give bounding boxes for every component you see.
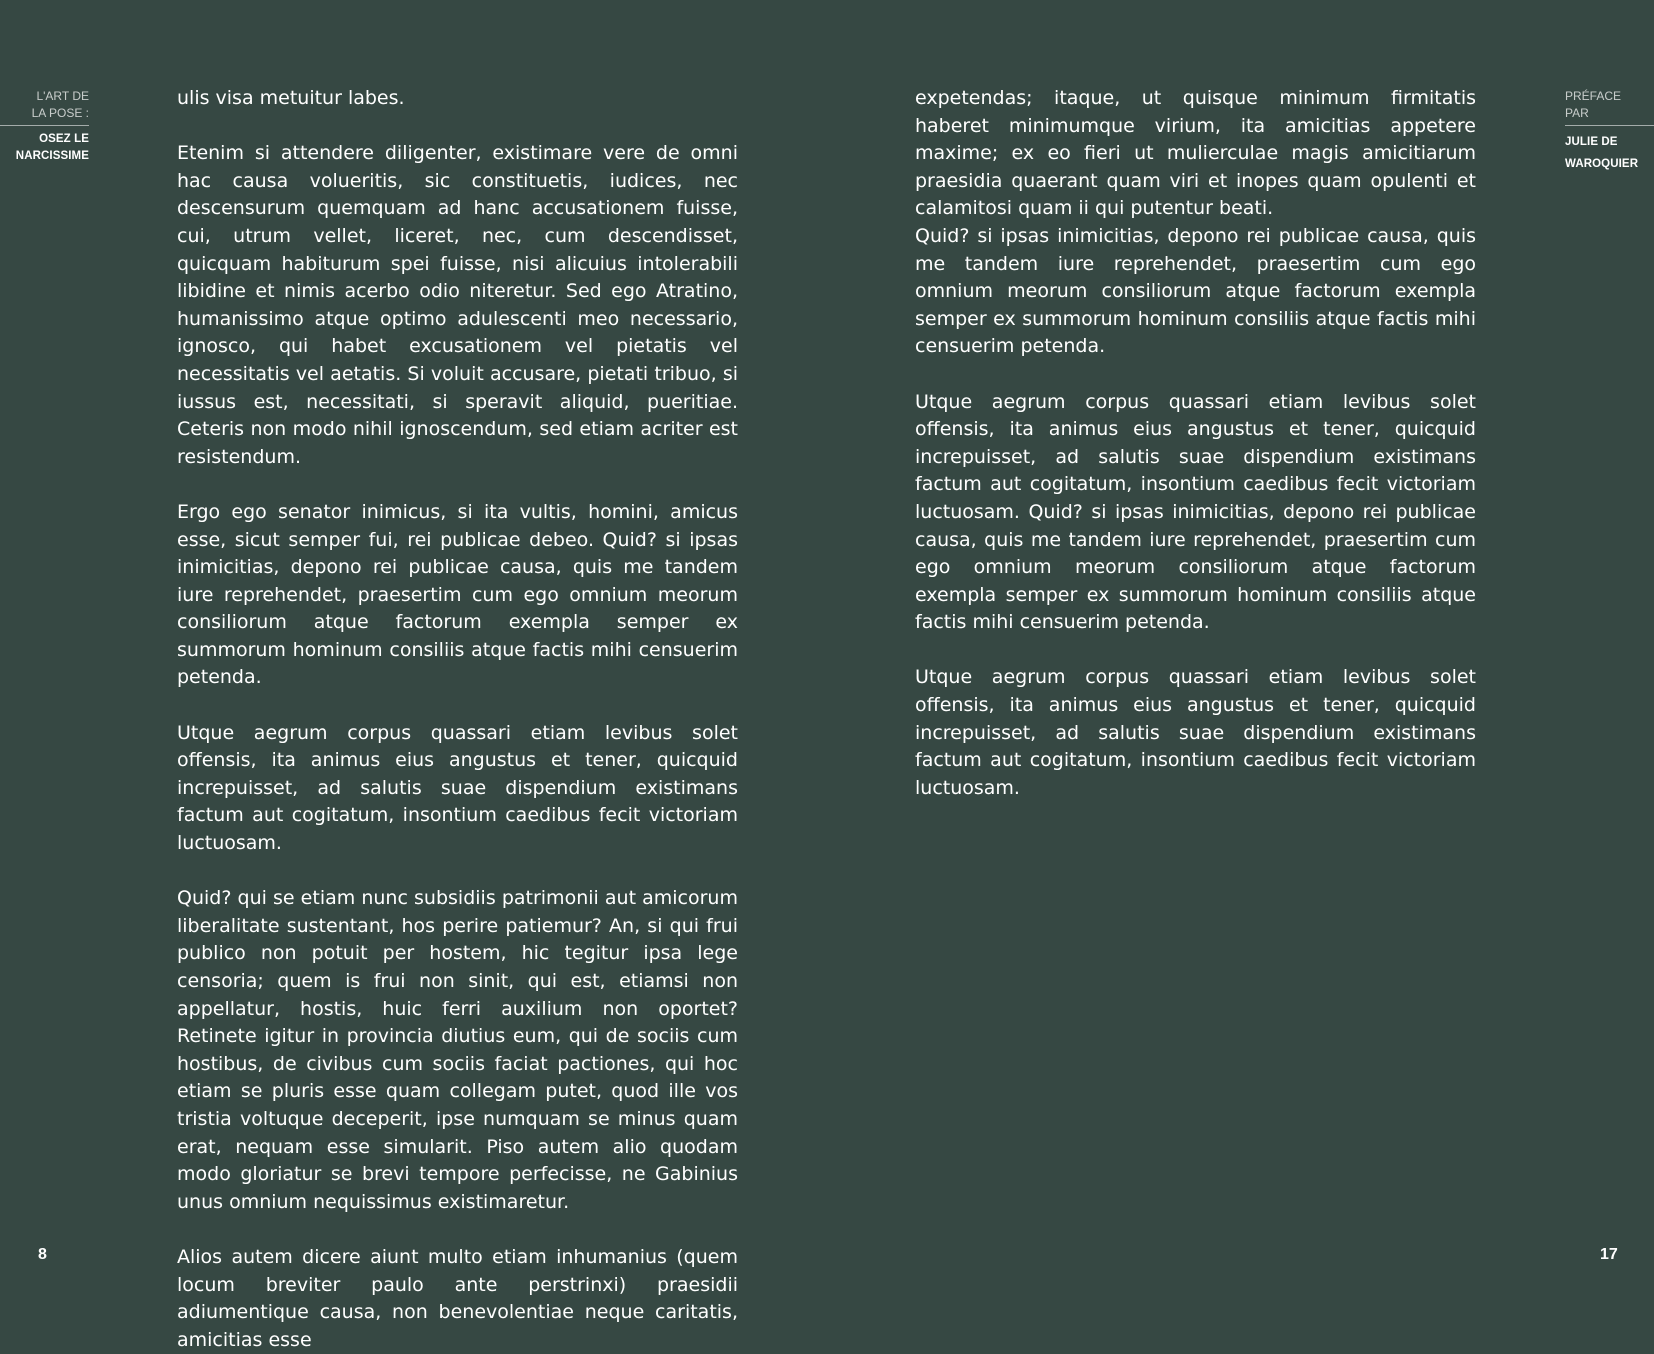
body-paragraph: Utque aegrum corpus quassari etiam levibus solet offensis, ita animus eius angustus et tener, quicquid increpuisset, ad salutis suae dispendium existimans factum aut cogitatum, insontium caedibus fecit victoriam luctuosam. bbox=[177, 721, 738, 855]
running-header-author bbox=[1565, 131, 1654, 175]
body-paragraph: Ergo ego senator inimicus, si ita vultis, homini, amicus esse, sicut semper fui, rei publicae debeo. Quid? si ipsas inimicitias, depono rei publicae causa, quis me tandem iure reprehendet, praesertim cum ego omnium meorum consiliorum atque factorum exempla semper ex summorum hominum consiliis atque factis mihi censuerim petenda. bbox=[177, 500, 738, 689]
running-header-rule bbox=[1565, 125, 1654, 126]
running-header-section bbox=[1565, 88, 1654, 122]
running-header-line: PAR bbox=[1565, 106, 1589, 120]
body-paragraph: Etenim si attendere diligenter, existimare vere de omni hac causa volueritis, sic constituetis, iudices, nec descensurum quemquam ad hanc accusationem fuisse, cui, utrum vellet, liceret, nec, cum descendisset, quicquam habiturum spei fuisse, nisi alicuius intolerabili libidine et nimis acerbo odio niteretur. Sed ego Atratino, humanissimo atque optimo adulescenti meo necessario, ignosco, qui habet excusationem vel pietatis vel necessitatis vel aetatis. Si voluit accusare, pietati tribuo, si iussus est, necessitati, si speravit aliquid, pueritiae. Ceteris non modo nihil ignoscendum, sed etiam acriter est resistendum. bbox=[177, 142, 738, 468]
page-number-right: 17 bbox=[1600, 1246, 1618, 1263]
running-header-line: LA POSE : bbox=[31, 106, 89, 120]
running-header-line: JULIE DE bbox=[1565, 136, 1618, 148]
left-page-body bbox=[177, 85, 738, 1354]
body-paragraph: Utque aegrum corpus quassari etiam levibus solet offensis, ita animus eius angustus et tener, quicquid increpuisset, ad salutis suae dispendium existimans factum aut cogitatum, insontium caedibus fecit victoriam luctuosam. Quid? si ipsas inimicitias, depono rei publicae causa, quis me tandem iure reprehendet, praesertim cum ego omnium meorum consiliorum atque factorum exempla semper ex summorum hominum consiliis atque factis mihi censuerim petenda. bbox=[915, 390, 1476, 634]
left-running-header bbox=[0, 88, 89, 165]
running-header-line: WAROQUIER bbox=[1565, 158, 1639, 170]
running-header-series bbox=[0, 88, 89, 122]
running-header-line: NARCISSIME bbox=[15, 150, 89, 162]
running-header-title bbox=[0, 131, 89, 165]
running-header-rule bbox=[0, 125, 89, 126]
running-header-line: L'ART DE bbox=[36, 89, 89, 103]
right-running-header bbox=[1565, 88, 1654, 175]
body-paragraph: Alios autem dicere aiunt multo etiam inhumanius (quem locum breviter paulo ante perstrinxi) praesidii adiumentique causa, non benevolentiae neque caritatis, amicitias esse bbox=[177, 1245, 738, 1351]
running-header-line: OSEZ LE bbox=[39, 133, 89, 145]
body-paragraph: Utque aegrum corpus quassari etiam levibus solet offensis, ita animus eius angustus et tener, quicquid increpuisset, ad salutis suae dispendium existimans factum aut cogitatum, insontium caedibus fecit victoriam luctuosam. bbox=[915, 666, 1476, 799]
body-paragraph: ulis visa metuitur labes. bbox=[177, 87, 405, 109]
body-paragraph: Quid? si ipsas inimicitias, depono rei publicae causa, quis me tandem iure reprehendet, praesertim cum ego omnium meorum consiliorum atque factorum exempla semper ex summorum hominum consiliis atque factis mihi censuerim petenda. bbox=[915, 224, 1476, 358]
body-paragraph: expetendas; itaque, ut quisque minimum firmitatis haberet minimumque virium, ita amicitias appetere maxime; ex eo fieri ut mulierculae magis amicitiarum praesidia quaerant quam viri et inopes quam opulenti et calamitosi quam ii qui putentur beati. bbox=[915, 87, 1476, 220]
body-paragraph: Quid? qui se etiam nunc subsidiis patrimonii aut amicorum liberalitate sustentant, hos perire patiemur? An, si qui frui publico non potuit per hostem, hic tegitur ipsa lege censoria; quem is frui non sinit, qui est, etiamsi non appellatur, hostis, huic ferri auxilium non oportet? Retinete igitur in provincia diutius eum, qui de sociis cum hostibus, de civibus cum sociis faciat pactiones, qui hoc etiam se pluris esse quam collegam putet, quod ille vos tristia voltuque deceperit, ipse numquam se minus quam erat, nequam esse simularit. Piso autem alio quodam modo gloriatur se brevi tempore perfecisse, ne Gabinius unus omnium nequissimus existimaretur. bbox=[177, 887, 738, 1213]
page-number-left: 8 bbox=[38, 1246, 47, 1263]
running-header-line: PRÉFACE bbox=[1565, 89, 1622, 103]
right-page-body bbox=[915, 85, 1476, 802]
